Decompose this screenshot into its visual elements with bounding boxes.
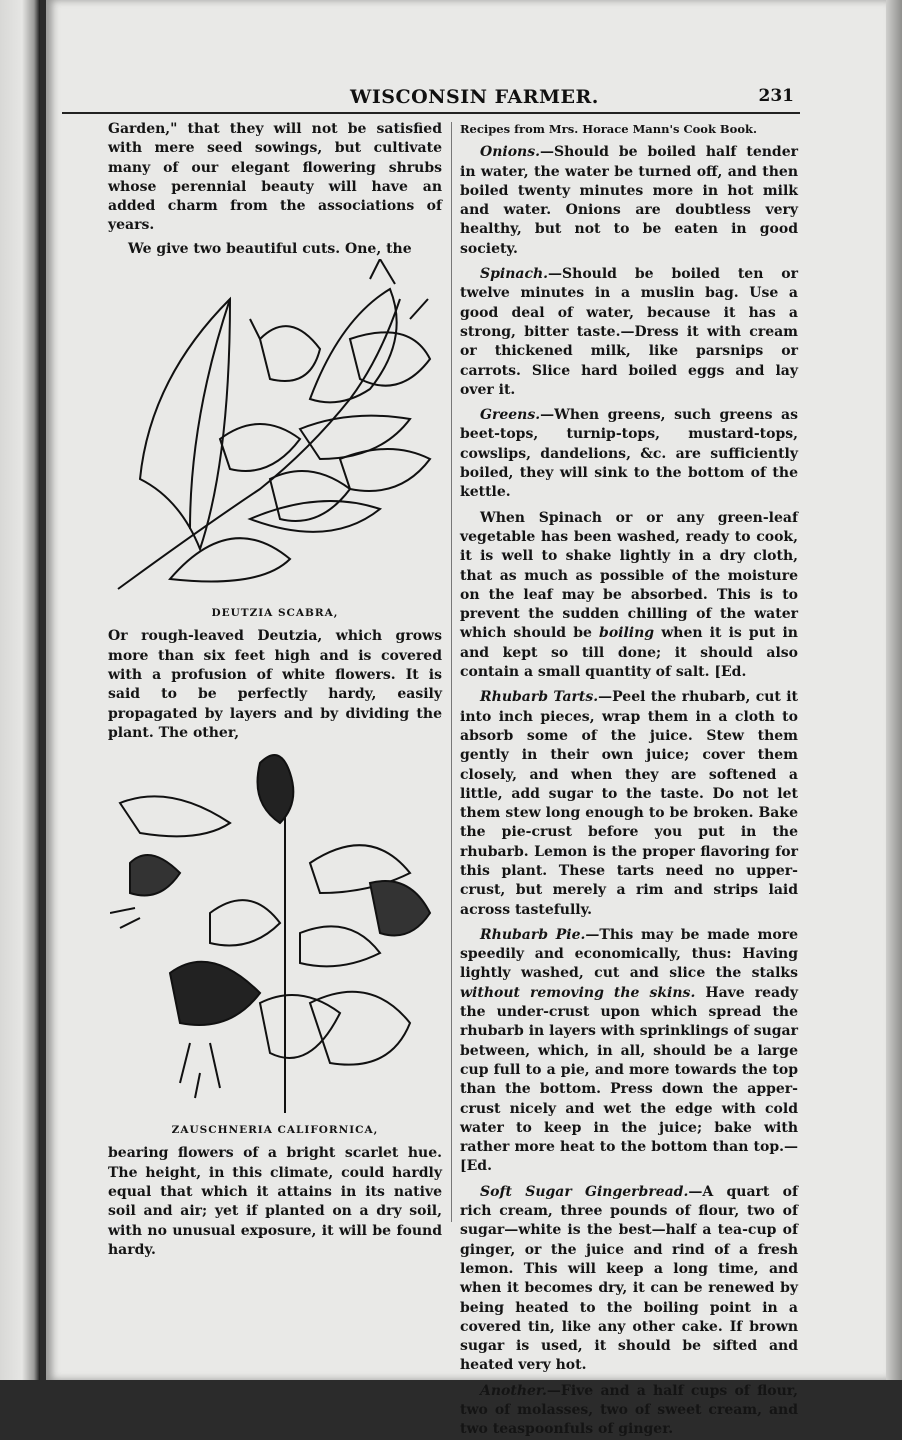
recipe-title: Greens.: [480, 407, 541, 424]
facing-page-edge: [0, 0, 40, 1380]
page-number: 231: [758, 86, 794, 106]
zauschneria-caption: ZAUSCHNERIA CALIFORNICA,: [171, 1124, 379, 1137]
recipe-spinach: Spinach.—Should be boiled ten or twelve minutes in a muslin bag. Use a good deal of water, because it has a strong, bitter taste.—Dress it with cream or thickened milk, like parsnips or carrots. Slice hard boiled eggs and lay over it.: [460, 266, 798, 398]
recipe-rhubarb-tarts: Rhubarb Tarts.—Peel the rhubarb, cut it into inch pieces, wrap them in a cloth to absorb some of the juice. Stew them gently in their own juice; cover them closely, and when they are softened a little, add sugar to the taste. Do not let them stew long enough to be broken. Bake the pie-crust before you put in the rhubarb. Lemon is the proper flavoring for this plant. These tarts need no upper-crust, but merely a rim and strips laid across tastefully.: [460, 689, 799, 918]
recipe-title: Onions.: [480, 144, 540, 161]
right-column: [460, 120, 798, 1440]
page-edge: [886, 0, 902, 1380]
recipe-spinach-note: When Spinach or or any green-leaf vegetable has been washed, ready to cook, it is well to shake lightly in a dry cloth, that as much as possible of the moisture on the leaf may be absorbed. This is to prevent the sudden chilling of the water which should be boiling when it is put in and kept so till done; it should also contain a small quantity of salt. [Ed.: [460, 509, 798, 681]
recipe-gingerbread: Soft Sugar Gingerbread.—A quart of rich cream, three pounds of flour, two of sugar—white is the best—half a tea-cup of ginger, or the juice and rind of a fresh lemon. This will keep a long time, and when it becomes dry, it can be renewed by being heated to the boiling point in a covered tin, like any other cake. If brown sugar is used, it should be sifted and heated very hot.: [460, 1183, 798, 1374]
left-column: [108, 120, 442, 1260]
recipe-onions: Onions.—Should be boiled half tender in water, the water be turned off, and then boiled twenty minutes more in hot milk and water. Onions are doubtless very healthy, but not to be eaten in good society.: [460, 144, 798, 257]
recipe-greens: Greens.—When greens, such greens as beet-tops, turnip-tops, mustard-tops, cowslips, dandelions, &c. are sufficiently boiled, they will sink to the bottom of the kettle.: [460, 407, 798, 501]
recipe-title: Spinach.: [480, 266, 549, 283]
deutzia-caption: DEUTZIA SCABRA,: [211, 607, 339, 620]
paragraph-deutzia: Or rough-leaved Deutzia, which grows more than six feet high and is covered with a profusion of white flowers. It is said to be perfectly hardy, easily propagated by layers and by dividing the plant. The other,: [108, 628, 442, 741]
recipe-title: Another.: [480, 1382, 547, 1399]
column-rule: [451, 122, 452, 1222]
zauschneria-illustration: [110, 743, 440, 1121]
page-header: [62, 86, 800, 114]
paragraph-zauschneria: bearing flowers of a bright scarlet hue. The height, in this climate, could hardly equal that which it attains in its native soil and air; yet if planted on a dry soil, with no unusual exposure, it will be found hardy.: [108, 1145, 442, 1258]
paragraph-two-cuts: We give two beautiful cuts. One, the: [128, 240, 412, 257]
deutzia-illustration: [110, 259, 440, 604]
recipe-title: Rhubarb Pie.: [480, 926, 586, 943]
recipe-rhubarb-pie: Rhubarb Pie.—This may be made more speedily and economically, thus: Having lightly washed, cut and slice the stalks without removing the skins. Have ready the under-crust upon which spread the rhubarb in layers with sprinklings of sugar between, which, in all, should be a large cup full to a pie, and more towards the top than the bottom. Press down the apper-crust nicely and wet the edge with cold water to keep in the juice; bake with rather more heat to the bottom than top.—[Ed.: [460, 926, 798, 1175]
recipe-title: Soft Sugar Gingerbread.: [480, 1183, 689, 1200]
paragraph-garden: Garden," that they will not be satisfied with mere seed sowings, but cultivate many of our elegant flowering shrubs whose perennial beauty will have an added charm from the associations of years.: [108, 121, 442, 234]
recipes-heading: Recipes from Mrs. Horace Mann's Cook Book.: [460, 122, 757, 136]
running-title: WISCONSIN FARMER.: [350, 86, 599, 108]
recipe-title: Rhubarb Tarts.: [480, 689, 599, 706]
recipe-another: Another.—Five and a half cups of flour, two of molasses, two of sweet cream, and two teaspoonfuls of ginger.: [460, 1382, 798, 1438]
